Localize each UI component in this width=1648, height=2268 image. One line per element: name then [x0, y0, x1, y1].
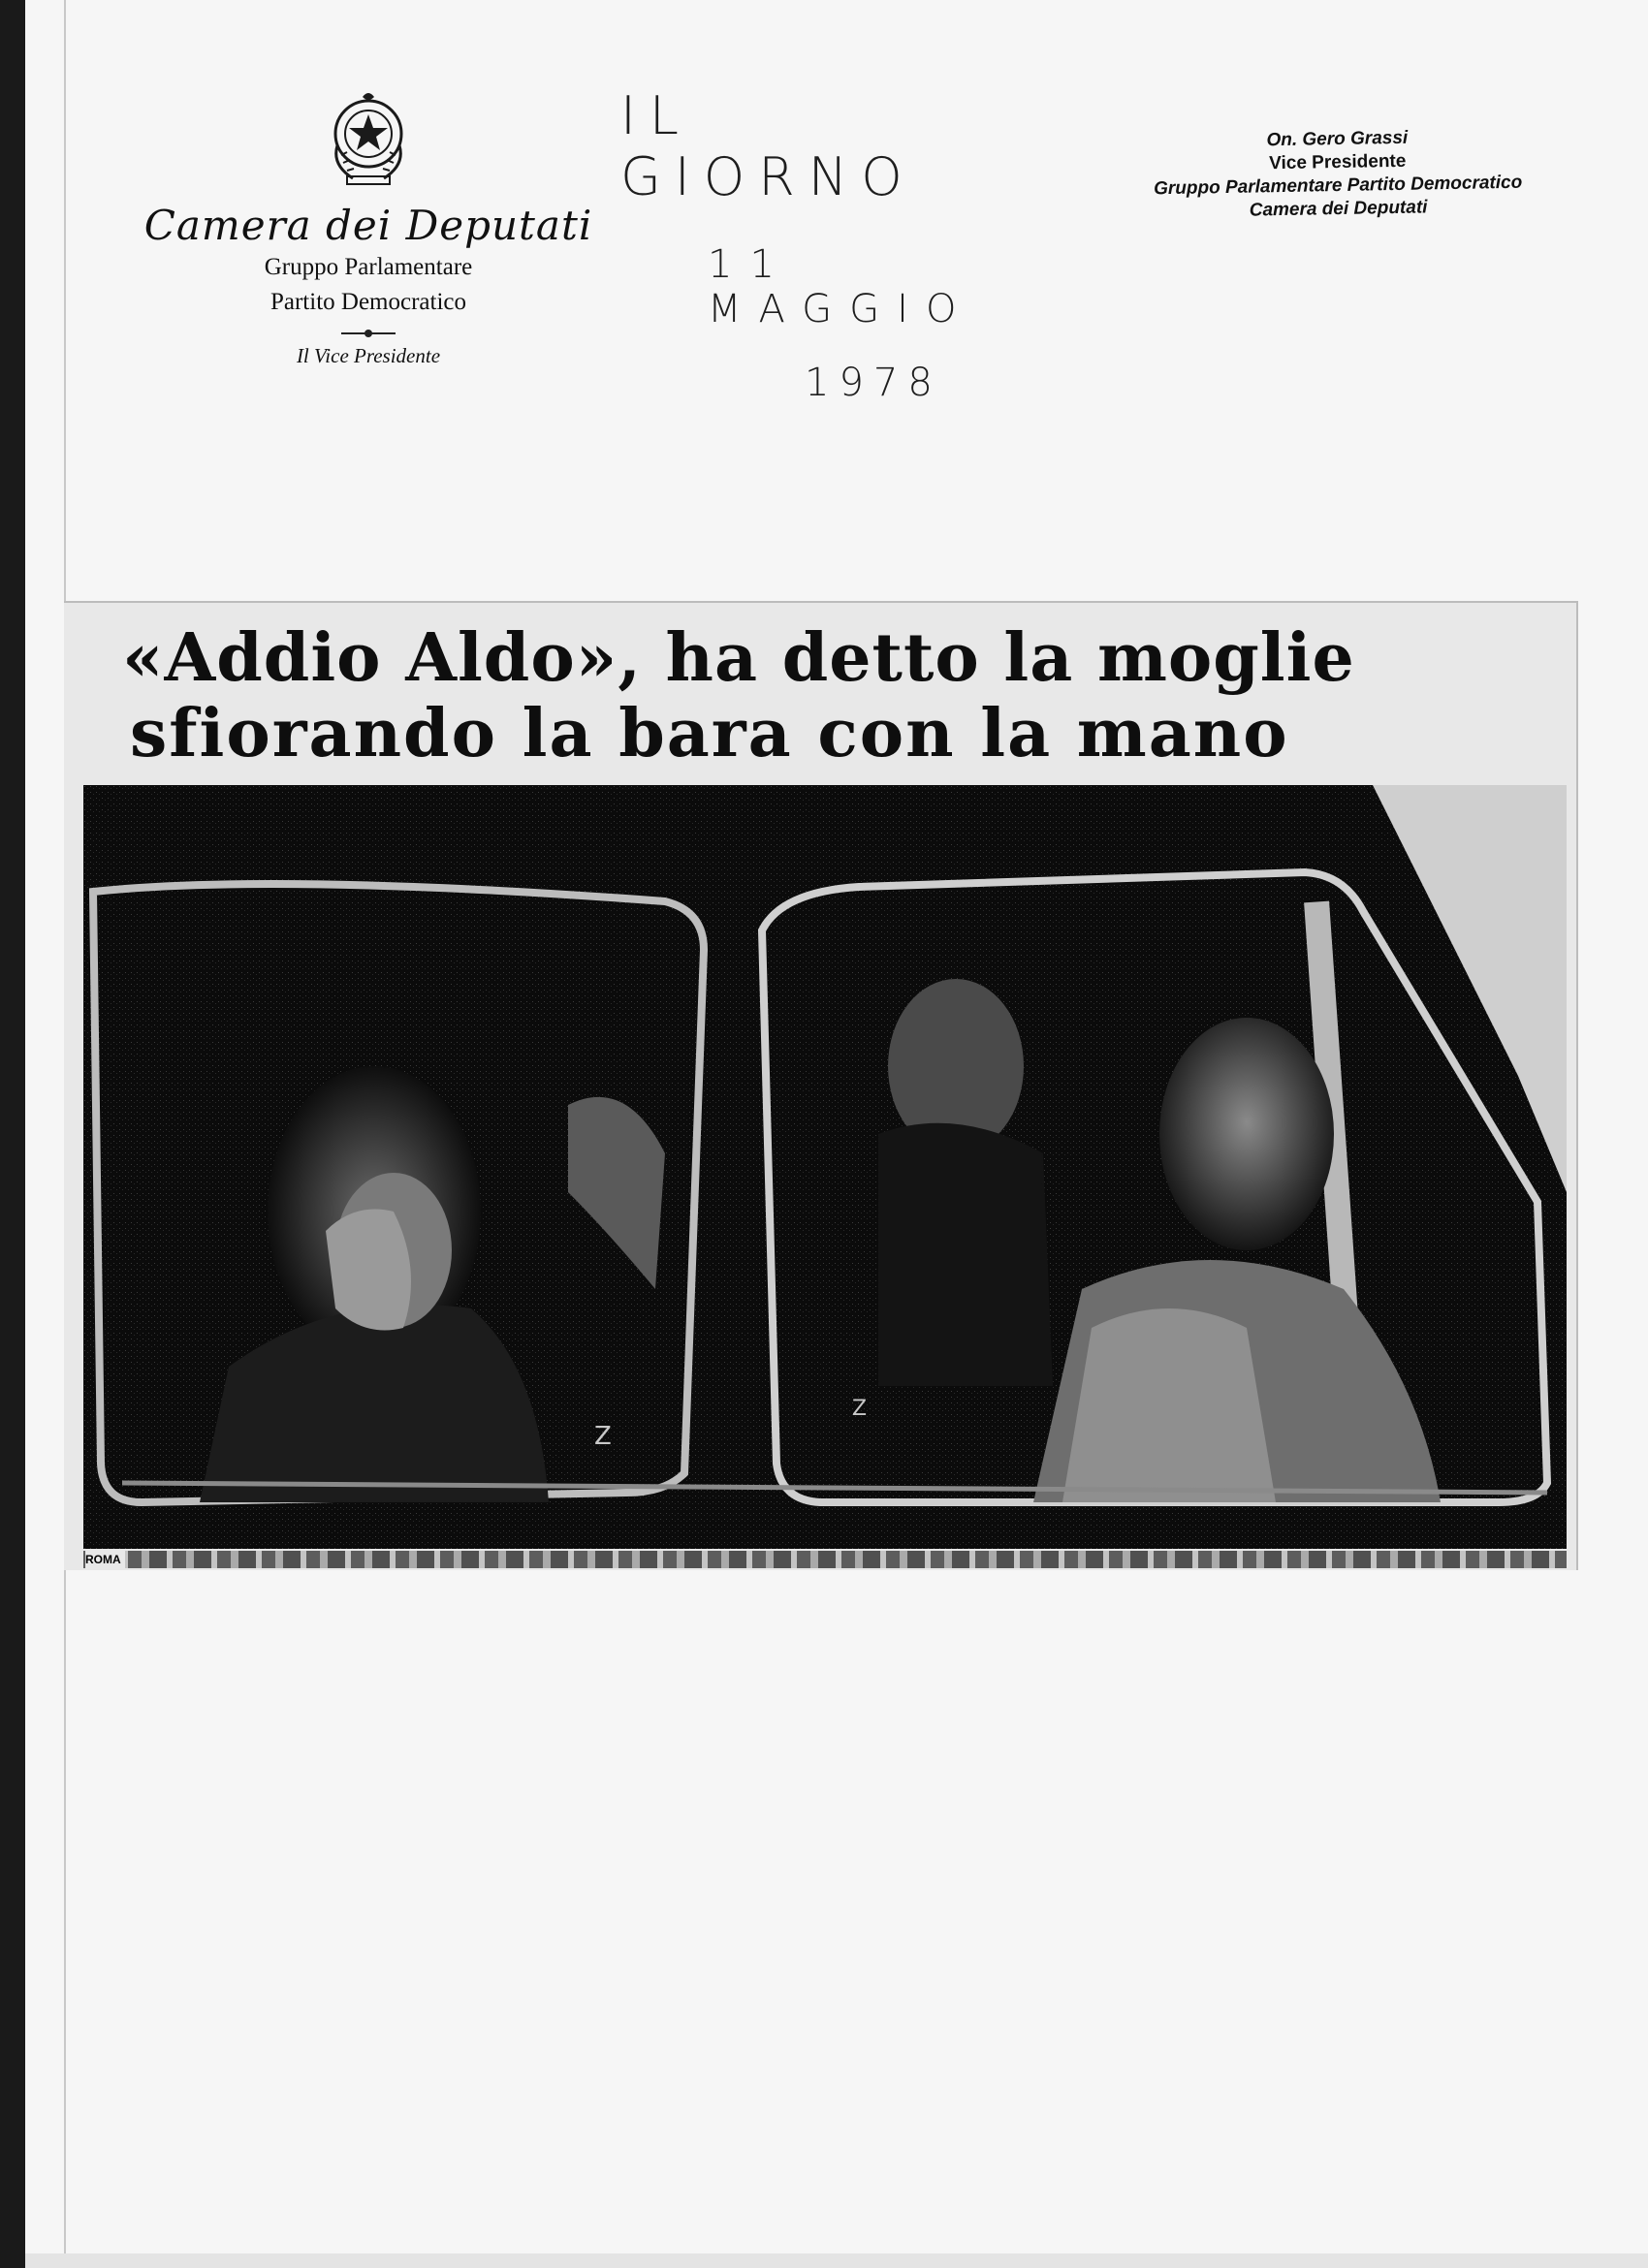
stamp-group: Gruppo Parlamentare Partito Democratico: [1153, 172, 1523, 200]
headline-line-1: «Addio Aldo», ha detto la moglie: [122, 619, 1355, 697]
italian-republic-emblem-icon: [324, 87, 413, 188]
newspaper-clipping: [64, 601, 1578, 1570]
caption-strip: [83, 1551, 1567, 1568]
photo-caption: ROMA: [85, 1551, 125, 1568]
svg-text:Z: Z: [852, 1397, 868, 1421]
institution-name: Camera dei Deputati: [143, 202, 593, 249]
svg-text:Z: Z: [594, 1422, 612, 1451]
handwritten-date: 11 MAGGIO: [708, 242, 974, 331]
deputy-stamp: [1114, 124, 1562, 225]
handwritten-note: [601, 85, 1008, 405]
stamp-name: On. Gero Grassi: [1266, 127, 1409, 151]
stamp-chamber: Camera dei Deputati: [1249, 197, 1428, 221]
car-window-photo-image: [83, 785, 1567, 1549]
group-line-2: Partito Democratico: [269, 289, 466, 315]
letterhead: [136, 87, 601, 368]
scan-border: [0, 0, 25, 2268]
group-line-1: Gruppo Parlamentare: [264, 254, 473, 280]
vice-president-label: Il Vice Presidente: [296, 344, 441, 367]
letterhead-divider: [341, 332, 396, 334]
headline-line-2: sfiorando la bara con la mano: [130, 695, 1289, 772]
page-bottom-edge: [25, 2253, 1648, 2268]
handwritten-newspaper-name: IL GIORNO: [620, 85, 916, 207]
stamp-title: Vice Presidente: [1269, 150, 1407, 174]
news-photo: [83, 785, 1567, 1549]
handwritten-year: 1978: [805, 361, 942, 405]
headline: [122, 620, 1557, 772]
